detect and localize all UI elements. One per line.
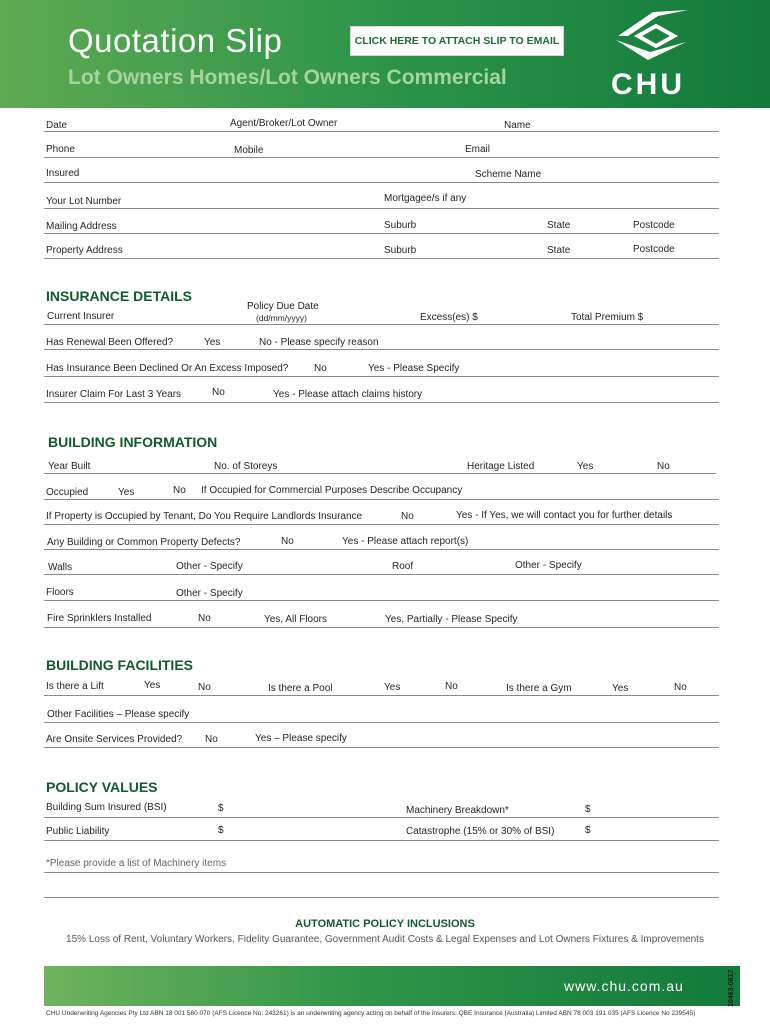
- name-label: Name: [504, 120, 531, 131]
- machinery-note: *Please provide a list of Machinery items: [46, 858, 227, 869]
- pool-yes-option[interactable]: Yes: [384, 682, 401, 693]
- policy-line-3[interactable]: [44, 872, 719, 873]
- policy-due-label: Policy Due Date: [247, 301, 319, 312]
- walls-other-option[interactable]: Other - Specify: [176, 561, 243, 572]
- building-line-7[interactable]: [44, 627, 719, 628]
- excess-label: Excess(es) $: [420, 312, 478, 323]
- declined-no-option[interactable]: No: [314, 363, 327, 374]
- declined-yes-option[interactable]: Yes - Please Specify: [368, 363, 460, 374]
- onsite-question: Are Onsite Services Provided?: [46, 734, 183, 745]
- contact-line-3[interactable]: [44, 182, 719, 183]
- mortgagee-label: Mortgagee/s if any: [384, 193, 467, 204]
- facilities-line-3[interactable]: [44, 747, 719, 748]
- facilities-line-2[interactable]: [44, 722, 719, 723]
- scheme-name-label: Scheme Name: [475, 169, 542, 180]
- roof-label: Roof: [392, 561, 414, 572]
- mailing-state-label: State: [547, 220, 571, 231]
- inclusions-heading: AUTOMATIC POLICY INCLUSIONS: [295, 918, 475, 930]
- floors-label: Floors: [46, 587, 74, 598]
- policy-heading: POLICY VALUES: [46, 779, 158, 795]
- building-heading: BUILDING INFORMATION: [48, 434, 218, 450]
- policy-line-1[interactable]: [44, 817, 719, 818]
- machinery-dollar: $: [585, 804, 591, 815]
- claims-question: Insurer Claim For Last 3 Years: [46, 389, 182, 400]
- email-label: Email: [465, 144, 491, 155]
- heritage-yes-option[interactable]: Yes: [577, 461, 594, 472]
- building-line-2[interactable]: [44, 499, 719, 500]
- building-line-4[interactable]: [44, 549, 719, 550]
- facilities-heading: BUILDING FACILITIES: [46, 657, 193, 673]
- gym-yes-option[interactable]: Yes: [612, 683, 629, 694]
- gym-no-option[interactable]: No: [674, 682, 687, 693]
- roof-other-option[interactable]: Other - Specify: [515, 560, 582, 571]
- commercial-occupancy-label: If Occupied for Commercial Purposes Describe Occupancy: [201, 485, 463, 496]
- lift-yes-option[interactable]: Yes: [144, 680, 161, 691]
- floors-other-option[interactable]: Other - Specify: [176, 588, 243, 599]
- claims-yes-option[interactable]: Yes - Please attach claims history: [273, 389, 423, 400]
- chu-logo-icon: [608, 6, 698, 64]
- lot-number-label: Your Lot Number: [46, 196, 122, 207]
- contact-line-4[interactable]: [44, 208, 719, 209]
- storeys-label: No. of Storeys: [214, 461, 278, 472]
- gym-label: Is there a Gym: [506, 683, 572, 694]
- pool-label: Is there a Pool: [268, 683, 333, 694]
- renewal-no-option[interactable]: No - Please specify reason: [259, 337, 379, 348]
- form-title: Quotation Slip: [68, 22, 283, 59]
- sprinklers-no-option[interactable]: No: [198, 613, 211, 624]
- policy-line-4[interactable]: [44, 897, 719, 898]
- bsi-label: Building Sum Insured (BSI): [46, 802, 167, 813]
- walls-label: Walls: [48, 562, 73, 573]
- renewal-question: Has Renewal Been Offered?: [46, 337, 174, 348]
- tenant-question: If Property is Occupied by Tenant, Do You Require Landlords Insurance: [46, 511, 363, 522]
- machinery-label: Machinery Breakdown*: [406, 805, 509, 816]
- mailing-address-label: Mailing Address: [46, 221, 117, 232]
- defects-question: Any Building or Common Property Defects?: [47, 537, 241, 548]
- property-suburb-label: Suburb: [384, 245, 417, 256]
- footer-url-link[interactable]: www.chu.com.au: [564, 978, 684, 994]
- sprinklers-all-floors-option[interactable]: Yes, All Floors: [264, 614, 327, 625]
- insurance-line-4[interactable]: [44, 402, 719, 403]
- current-insurer-label: Current Insurer: [47, 311, 115, 322]
- mobile-label: Mobile: [234, 145, 264, 156]
- liability-label: Public Liability: [46, 826, 110, 837]
- footer-disclaimer: CHU Underwriting Agencies Pty Ltd ABN 18 001 580 070 (AFS Licence No: 243261) is an underwriting agency acting on behalf of the insurers: QBE Insurance (Australia) Limited ABN 78 003 191 035 (AFS Licence No 239545): [46, 1010, 696, 1017]
- mailing-postcode-label: Postcode: [633, 220, 675, 231]
- date-label: Date: [46, 120, 68, 131]
- defects-yes-option[interactable]: Yes - Please attach report(s): [342, 536, 469, 547]
- insurance-line-1[interactable]: [44, 324, 719, 325]
- property-state-label: State: [547, 245, 571, 256]
- sprinklers-label: Fire Sprinklers Installed: [47, 613, 152, 624]
- agent-label: Agent/Broker/Lot Owner: [230, 118, 338, 129]
- heritage-no-option[interactable]: No: [657, 461, 670, 472]
- sprinklers-partial-option[interactable]: Yes, Partially - Please Specify: [385, 614, 518, 625]
- total-premium-label: Total Premium $: [571, 312, 644, 323]
- defects-no-option[interactable]: No: [281, 536, 294, 547]
- occupied-yes-option[interactable]: Yes: [118, 487, 135, 498]
- policy-due-format: (dd/mm/yyyy): [256, 313, 307, 323]
- pool-no-option[interactable]: No: [445, 681, 458, 692]
- catastrophe-dollar: $: [585, 825, 591, 836]
- year-built-label: Year Built: [48, 461, 91, 472]
- insured-label: Insured: [46, 168, 80, 179]
- bsi-dollar: $: [218, 803, 224, 814]
- tenant-yes-option[interactable]: Yes - If Yes, we will contact you for further details: [456, 510, 673, 521]
- insurance-heading: INSURANCE DETAILS: [46, 288, 192, 304]
- other-facilities-label: Other Facilities – Please specify: [47, 709, 190, 720]
- contact-line-6[interactable]: [44, 258, 719, 259]
- onsite-yes-option[interactable]: Yes – Please specify: [255, 733, 347, 744]
- contact-line-5[interactable]: [44, 233, 719, 234]
- occupied-no-option[interactable]: No: [173, 485, 186, 496]
- occupied-label: Occupied: [46, 487, 89, 498]
- policy-line-2[interactable]: [44, 840, 719, 841]
- heritage-label: Heritage Listed: [467, 461, 535, 472]
- chu-logo-text: CHU: [611, 68, 685, 101]
- building-line-3[interactable]: [44, 524, 719, 525]
- attach-slip-button[interactable]: CLICK HERE TO ATTACH SLIP TO EMAIL: [350, 26, 564, 56]
- renewal-yes-option[interactable]: Yes: [204, 337, 221, 348]
- building-line-5[interactable]: [44, 574, 719, 575]
- phone-label: Phone: [46, 144, 75, 155]
- lift-no-option[interactable]: No: [198, 682, 211, 693]
- declined-question: Has Insurance Been Declined Or An Excess Imposed?: [46, 363, 289, 374]
- form-subtitle: Lot Owners Homes/Lot Owners Commercial: [68, 66, 507, 89]
- lift-label: Is there a Lift: [46, 681, 104, 692]
- contact-line-2[interactable]: [44, 157, 719, 158]
- liability-dollar: $: [218, 825, 224, 836]
- property-postcode-label: Postcode: [633, 244, 675, 255]
- onsite-no-option[interactable]: No: [205, 734, 218, 745]
- claims-no-option[interactable]: No: [212, 387, 225, 398]
- catastrophe-label: Catastrophe (15% or 30% of BSI): [406, 826, 555, 837]
- insurance-line-3[interactable]: [44, 376, 719, 377]
- facilities-line-1[interactable]: [44, 695, 719, 696]
- form-code: 10463-0817: [728, 969, 735, 1007]
- tenant-no-option[interactable]: No: [401, 511, 414, 522]
- contact-line-1[interactable]: [44, 131, 719, 132]
- inclusions-text: 15% Loss of Rent, Voluntary Workers, Fidelity Guarantee, Government Audit Costs & Legal Expenses and Lot Owners Fixtures & Improvements: [66, 934, 704, 945]
- property-address-label: Property Address: [46, 245, 123, 256]
- building-line-6[interactable]: [44, 600, 719, 601]
- mailing-suburb-label: Suburb: [384, 220, 417, 231]
- building-line-1[interactable]: [44, 473, 716, 474]
- insurance-line-2[interactable]: [44, 349, 719, 350]
